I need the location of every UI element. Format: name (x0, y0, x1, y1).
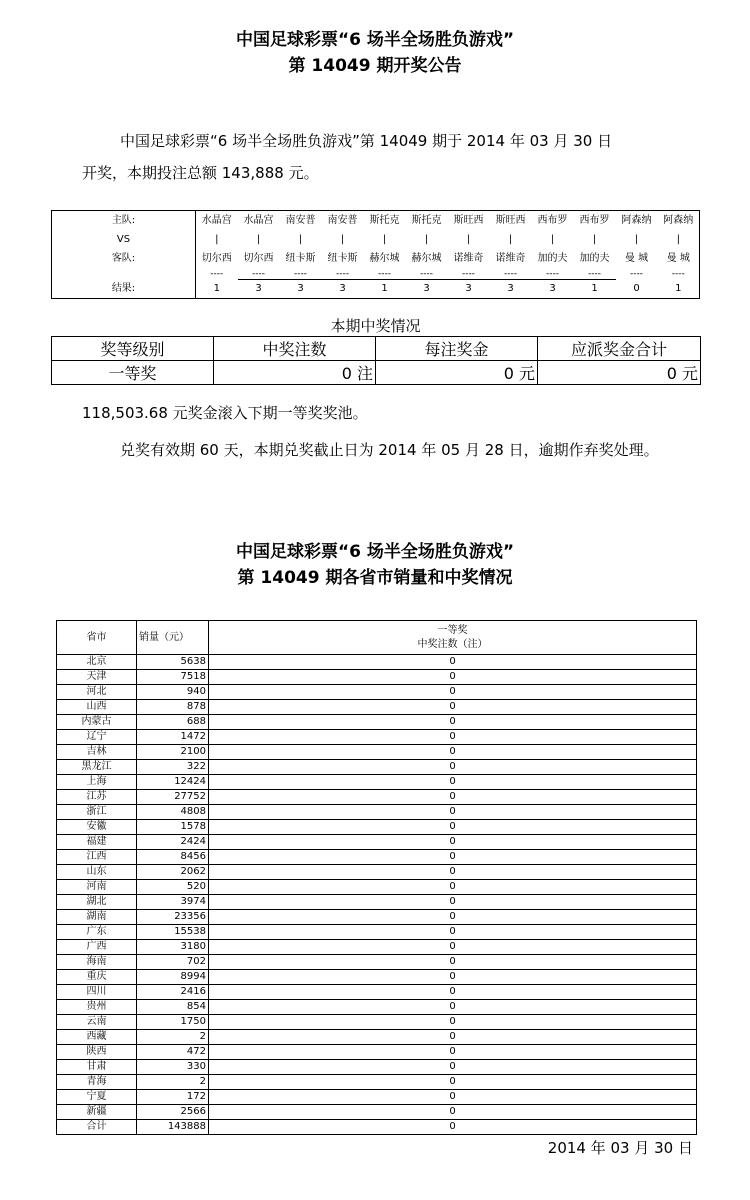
province-sales: 12424 (137, 775, 209, 790)
province-winners: 0 (209, 745, 697, 760)
province-name: 天津 (57, 670, 137, 685)
province-sales: 143888 (137, 1120, 209, 1135)
province-winners: 0 (209, 790, 697, 805)
province-row (57, 925, 697, 940)
province-sales: 1750 (137, 1015, 209, 1030)
province-row (57, 940, 697, 955)
dash-separator: ---- (630, 269, 643, 280)
away-team: 加的夫 (537, 253, 568, 264)
dash-separator: ---- (462, 269, 475, 279)
province-winners: 0 (209, 730, 697, 745)
province-name: 湖北 (57, 895, 137, 910)
province-sales: 8456 (137, 850, 209, 865)
vs-mark: | (340, 234, 345, 245)
province-row (57, 895, 697, 910)
away-team: 曼 城 (666, 253, 690, 264)
match-vs-row-label: VS (52, 231, 196, 249)
province-name: 河北 (57, 685, 137, 700)
announcement-line-1: 中国足球彩票“6 场半全场胜负游戏”第 14049 期于 2014 年 03 月 30 日 (120, 132, 613, 150)
prize-header-per-bet: 每注奖金 (376, 337, 538, 361)
vs-mark: | (298, 234, 303, 245)
dash-separator: ---- (671, 269, 685, 280)
announcement-issue-title: 第 14049 期开奖公告 (288, 56, 462, 76)
province-row (57, 850, 697, 865)
vs-mark: | (215, 234, 219, 245)
province-row (57, 910, 697, 925)
province-winners: 0 (209, 895, 697, 910)
match-away-row (52, 249, 700, 269)
dash-separator: ---- (504, 269, 517, 279)
province-sales: 2 (137, 1075, 209, 1090)
away-team: 曼 城 (624, 253, 649, 264)
province-winners: 0 (209, 1075, 697, 1090)
province-row (57, 700, 697, 715)
province-sales: 3180 (137, 940, 209, 955)
prize-row-first (52, 361, 701, 385)
away-team: 切尔西 (243, 253, 274, 264)
home-team: 南安普 (327, 215, 358, 226)
province-sales: 15538 (137, 925, 209, 940)
province-sales: 702 (137, 955, 209, 970)
match-vs-row (52, 231, 700, 249)
province-header-row (57, 621, 697, 655)
away-team: 赫尔城 (369, 253, 400, 264)
province-row (57, 760, 697, 775)
match-result-row (52, 280, 700, 299)
province-name: 辽宁 (57, 730, 137, 745)
away-team: 诺维奇 (453, 253, 484, 264)
province-sales: 688 (137, 715, 209, 730)
dash-separator: ---- (588, 269, 601, 279)
prize-level: 一等奖 (52, 361, 214, 385)
province-issue-title: 第 14049 期各省市销量和中奖情况 (237, 568, 513, 588)
match-result: 3 (490, 280, 532, 299)
province-sales: 5638 (137, 655, 209, 670)
province-header-first-prize-label: 一等奖 (437, 624, 468, 636)
province-winners: 0 (209, 850, 697, 865)
province-name: 贵州 (57, 1000, 137, 1015)
match-home-row-label: 主队: (52, 211, 196, 232)
province-sales: 2416 (137, 985, 209, 1000)
province-header-winning-bets: 中奖注数（注） (417, 638, 488, 650)
dash-separator: ---- (210, 269, 224, 280)
province-sales: 2566 (137, 1105, 209, 1120)
province-name: 吉林 (57, 745, 137, 760)
province-name: 黑龙江 (57, 760, 137, 775)
match-home-row (52, 211, 700, 232)
province-sales: 878 (137, 700, 209, 715)
match-result: 1 (213, 282, 220, 294)
province-sales: 330 (137, 1060, 209, 1075)
match-result-row-label: 结果: (52, 280, 196, 299)
match-result: 1 (675, 282, 682, 294)
prize-header-count: 中奖注数 (214, 337, 376, 361)
province-row (57, 745, 697, 760)
province-winners: 0 (209, 970, 697, 985)
away-team: 加的夫 (579, 253, 610, 264)
prize-header-total: 应派奖金合计 (538, 337, 701, 361)
vs-mark: | (382, 234, 387, 245)
match-away-row-label: 客队: (52, 249, 196, 269)
prize-per-bet: 0 元 (376, 361, 538, 385)
province-row (57, 835, 697, 850)
province-name: 湖南 (57, 910, 137, 925)
dash-separator: ---- (546, 269, 559, 279)
vs-mark: | (508, 234, 513, 245)
vs-mark: | (256, 234, 261, 245)
province-sales: 940 (137, 685, 209, 700)
prize-count: 0 注 (214, 361, 376, 385)
province-sales: 8994 (137, 970, 209, 985)
province-winners: 0 (209, 775, 697, 790)
province-sales: 172 (137, 1090, 209, 1105)
vs-mark: | (466, 234, 471, 245)
province-row (57, 970, 697, 985)
province-name: 甘肃 (57, 1060, 137, 1075)
away-team: 赫尔城 (411, 253, 442, 264)
province-winners: 0 (209, 1060, 697, 1075)
home-team: 斯托克 (369, 215, 400, 226)
province-winners: 0 (209, 1120, 697, 1135)
province-header-first-prize (209, 621, 697, 655)
home-team: 南安普 (285, 215, 316, 226)
province-name: 海南 (57, 955, 137, 970)
vs-mark: | (550, 234, 555, 245)
province-row (57, 715, 697, 730)
province-name: 内蒙古 (57, 715, 137, 730)
province-winners: 0 (209, 700, 697, 715)
vs-mark: | (634, 234, 639, 245)
match-dash-row (52, 269, 700, 280)
match-result: 3 (406, 280, 448, 299)
home-team: 斯旺西 (453, 215, 484, 226)
province-name: 云南 (57, 1015, 137, 1030)
province-sales: 4808 (137, 805, 209, 820)
province-sales: 2424 (137, 835, 209, 850)
home-team: 斯旺西 (495, 215, 526, 226)
vs-mark: | (592, 234, 597, 245)
province-winners: 0 (209, 1000, 697, 1015)
away-team: 纽卡斯 (327, 253, 358, 264)
province-sales: 7518 (137, 670, 209, 685)
province-name: 广东 (57, 925, 137, 940)
province-header-sales: 销量（元） (137, 621, 209, 655)
province-name: 山西 (57, 700, 137, 715)
province-winners: 0 (209, 1090, 697, 1105)
province-winners: 0 (209, 1015, 697, 1030)
province-winners: 0 (209, 670, 697, 685)
province-row (57, 1015, 697, 1030)
province-sales: 1578 (137, 820, 209, 835)
province-header-province: 省市 (57, 621, 137, 655)
home-team: 阿森纳 (663, 215, 694, 226)
province-row (57, 685, 697, 700)
match-result: 3 (448, 280, 490, 299)
province-sales: 23356 (137, 910, 209, 925)
province-winners: 0 (209, 940, 697, 955)
dash-separator: ---- (252, 269, 265, 279)
province-winners: 0 (209, 1045, 697, 1060)
province-name: 江苏 (57, 790, 137, 805)
province-winners: 0 (209, 1105, 697, 1120)
province-name: 陕西 (57, 1045, 137, 1060)
province-sales: 520 (137, 880, 209, 895)
match-result: 3 (280, 280, 322, 299)
province-name: 新疆 (57, 1105, 137, 1120)
home-team: 斯托克 (411, 215, 442, 226)
province-row (57, 865, 697, 880)
province-row (57, 880, 697, 895)
home-team: 西布罗 (579, 215, 610, 226)
province-name: 江西 (57, 850, 137, 865)
province-winners: 0 (209, 865, 697, 880)
province-sales: 472 (137, 1045, 209, 1060)
match-dash-row-label (52, 269, 196, 280)
province-title: 中国足球彩票“6 场半全场胜负游戏” (235, 542, 515, 562)
province-winners: 0 (209, 685, 697, 700)
province-winners: 0 (209, 955, 697, 970)
dash-separator: ---- (336, 269, 349, 279)
province-name: 广西 (57, 940, 137, 955)
province-sales: 2 (137, 1030, 209, 1045)
province-sales: 322 (137, 760, 209, 775)
away-team: 切尔西 (201, 253, 232, 264)
away-team: 诺维奇 (495, 253, 526, 264)
province-name: 上海 (57, 775, 137, 790)
province-row (57, 1000, 697, 1015)
prize-header-level: 奖等级别 (52, 337, 214, 361)
match-result: 1 (364, 280, 406, 299)
province-row (57, 1075, 697, 1090)
province-row (57, 1090, 697, 1105)
province-row (57, 985, 697, 1000)
province-row (57, 1030, 697, 1045)
province-row (57, 820, 697, 835)
vs-mark: | (424, 234, 429, 245)
province-winners: 0 (209, 820, 697, 835)
dash-separator: ---- (294, 269, 307, 279)
vs-mark: | (676, 234, 680, 245)
home-team: 阿森纳 (621, 215, 652, 226)
prize-total: 0 元 (538, 361, 701, 385)
province-sales: 854 (137, 1000, 209, 1015)
province-row (57, 655, 697, 670)
home-team: 水晶宫 (201, 215, 232, 226)
province-name: 浙江 (57, 805, 137, 820)
expiry-text: 兑奖有效期 60 天，本期兑奖截止日为 2014 年 05 月 28 日，逾期作弃奖处理。 (120, 441, 659, 459)
province-winners: 0 (209, 925, 697, 940)
province-winners: 0 (209, 805, 697, 820)
province-name: 四川 (57, 985, 137, 1000)
province-row (57, 1060, 697, 1075)
province-name: 河南 (57, 880, 137, 895)
province-winners: 0 (209, 880, 697, 895)
province-winners: 0 (209, 715, 697, 730)
away-team: 纽卡斯 (285, 253, 316, 264)
province-name: 山东 (57, 865, 137, 880)
prize-caption: 本期中奖情况 (330, 317, 421, 335)
province-winners: 0 (209, 655, 697, 670)
province-table (56, 620, 697, 1135)
match-result: 3 (322, 280, 364, 299)
province-row (57, 1105, 697, 1120)
province-name: 重庆 (57, 970, 137, 985)
province-name: 安徽 (57, 820, 137, 835)
province-name: 北京 (57, 655, 137, 670)
province-row (57, 790, 697, 805)
rollover-text: 118,503.68 元奖金滚入下期一等奖奖池。 (82, 404, 368, 422)
province-winners: 0 (209, 910, 697, 925)
province-row (57, 1045, 697, 1060)
province-name: 合计 (57, 1120, 137, 1135)
prize-header-row (52, 337, 701, 361)
province-sales: 2062 (137, 865, 209, 880)
prize-table (51, 336, 701, 385)
province-row (57, 1120, 697, 1135)
province-sales: 3974 (137, 895, 209, 910)
province-name: 宁夏 (57, 1090, 137, 1105)
footer-date: 2014 年 03 月 30 日 (547, 1139, 693, 1157)
match-table (51, 210, 700, 299)
announcement-title: 中国足球彩票“6 场半全场胜负游戏” (235, 30, 515, 50)
province-row (57, 730, 697, 745)
province-name: 福建 (57, 835, 137, 850)
province-sales: 2100 (137, 745, 209, 760)
province-row (57, 670, 697, 685)
province-winners: 0 (209, 985, 697, 1000)
dash-separator: ---- (420, 269, 433, 279)
province-winners: 0 (209, 760, 697, 775)
province-row (57, 955, 697, 970)
match-result: 3 (532, 280, 574, 299)
province-row (57, 775, 697, 790)
province-row (57, 805, 697, 820)
province-winners: 0 (209, 1030, 697, 1045)
province-winners: 0 (209, 835, 697, 850)
match-result: 1 (574, 280, 616, 299)
province-sales: 1472 (137, 730, 209, 745)
dash-separator: ---- (378, 269, 391, 279)
province-name: 青海 (57, 1075, 137, 1090)
match-result: 3 (238, 280, 280, 299)
province-sales: 27752 (137, 790, 209, 805)
home-team: 西布罗 (537, 215, 568, 226)
home-team: 水晶宫 (243, 215, 274, 226)
match-result: 0 (633, 282, 640, 294)
province-name: 西藏 (57, 1030, 137, 1045)
announcement-line-2: 开奖，本期投注总额 143,888 元。 (82, 164, 319, 182)
